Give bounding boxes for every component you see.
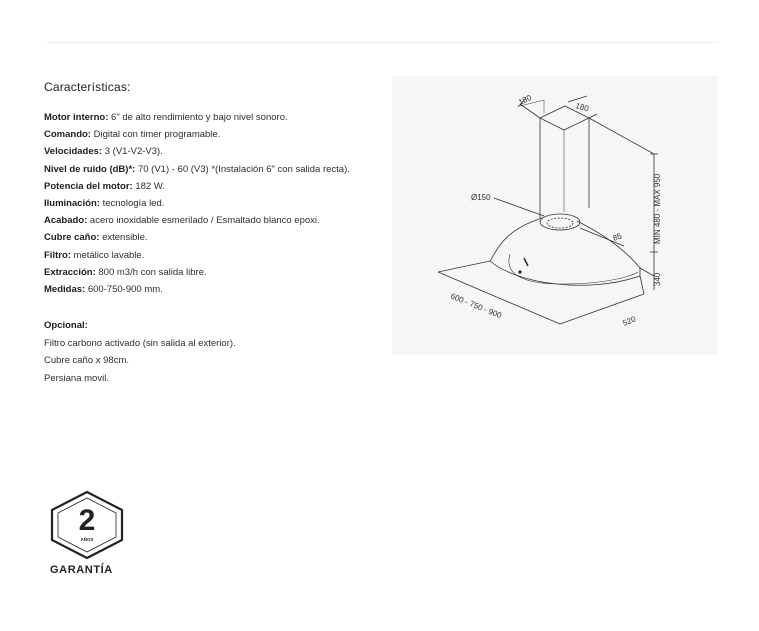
spec-row: [44, 264, 394, 281]
hood-light-dot: [518, 270, 521, 273]
spec-value: 3 (V1-V2-V3).: [102, 146, 163, 158]
hood-control-knob: [524, 258, 528, 266]
optional-item: Filtro carbono activado (sin salida al exterior).: [44, 337, 236, 349]
hood-drawing: [392, 76, 718, 355]
dim-label-top-left: 180: [517, 93, 533, 107]
optional-section: [44, 317, 236, 387]
spec-row: [44, 195, 394, 212]
spec-value: acero inoxidable esmerilado / Esmaltado blanco epoxi.: [87, 215, 320, 227]
optional-title: Opcional:: [44, 320, 88, 331]
spec-row: [44, 247, 394, 264]
section-title: Características:: [44, 80, 131, 94]
dim-line-height: [589, 118, 654, 252]
spec-label: Motor interno:: [44, 112, 109, 123]
warranty-number: 2: [78, 504, 96, 537]
spec-label: Iluminación:: [44, 198, 100, 210]
spec-label: Cubre caño:: [44, 232, 100, 244]
spec-value: 800 m3/h con salida libre.: [95, 266, 207, 278]
spec-label: Nivel de ruido (dB)*:: [44, 163, 136, 175]
chimney-body: [540, 118, 589, 218]
dim-label-widths: 600 - 750 - 900: [449, 291, 503, 321]
spec-row: [44, 212, 394, 229]
spec-label: Comando:: [44, 129, 91, 141]
spec-value: 6" de alto rendimiento y bajo nivel sonoro.: [108, 112, 288, 123]
spec-value: 600-750-900 mm.: [85, 284, 163, 296]
spec-value: metálico lavable.: [70, 249, 145, 261]
spec-value: Digital con timer programable.: [90, 129, 221, 141]
optional-item: Cubre caño x 98cm.: [44, 355, 130, 366]
spec-row: [44, 281, 394, 298]
spec-label: Potencia del motor:: [44, 180, 133, 192]
spec-row: [44, 229, 394, 246]
spec-row: [44, 126, 394, 143]
spec-value: tecnología led.: [99, 198, 165, 210]
dim-label-diameter: Ø150: [471, 193, 491, 202]
spec-label: Acabado:: [44, 215, 88, 227]
warranty-label: GARANTÍA: [50, 564, 113, 576]
dim-label-85: 85: [611, 231, 624, 243]
dim-label-340: 340: [653, 272, 662, 286]
spec-row: [44, 178, 394, 195]
spec-value: extensible.: [99, 232, 148, 244]
top-divider: [46, 42, 718, 43]
spec-row: [44, 161, 394, 178]
hexagon-badge-icon: [48, 490, 126, 560]
optional-item: Persiana movil.: [44, 372, 109, 384]
dim-line-diameter: [494, 198, 544, 216]
spec-label: Velocidades:: [44, 146, 103, 158]
hood-dimension-diagram: [392, 76, 718, 355]
warranty-unit: AÑOS: [80, 537, 94, 542]
spec-value: 182 W.: [132, 180, 165, 192]
canopy-outline: [490, 218, 640, 285]
spec-label: Filtro:: [44, 249, 71, 261]
spec-row: [44, 143, 394, 160]
spec-list: [44, 109, 394, 298]
spec-label: Extracción:: [44, 266, 96, 278]
spec-row: [44, 109, 394, 126]
dim-label-depth: 520: [621, 314, 638, 328]
spec-label: Medidas:: [44, 284, 86, 296]
dim-label-top-right: 180: [574, 101, 590, 114]
dim-label-height: MIN 480 - MAX 950: [653, 173, 662, 244]
spec-value: 70 (V1) - 60 (V3) *(Instalación 6" con salida recta).: [135, 163, 350, 175]
